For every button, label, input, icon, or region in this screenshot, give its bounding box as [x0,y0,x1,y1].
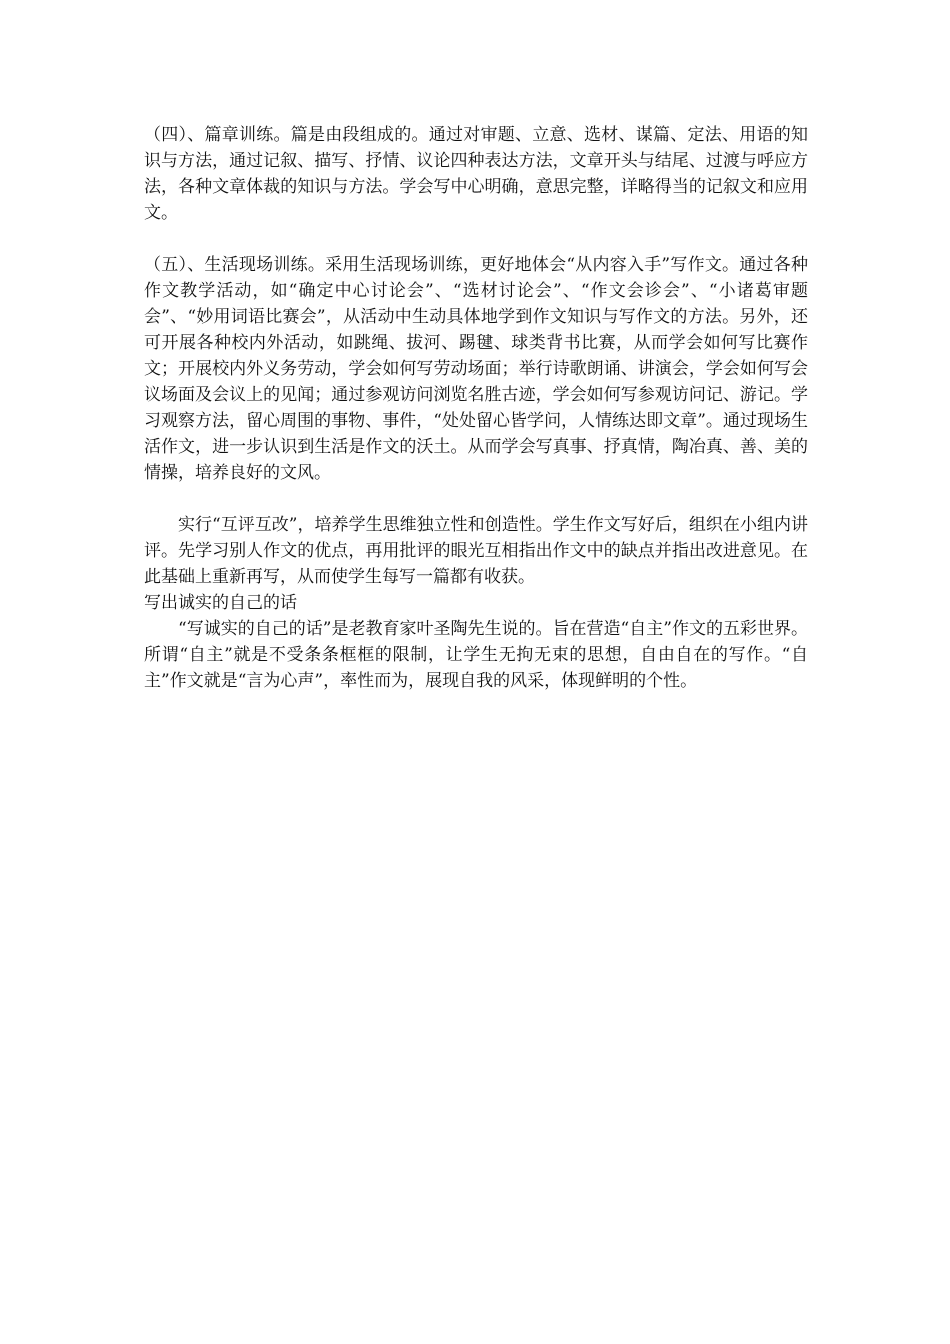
paragraph-section-four: （四）、篇章训练。篇是由段组成的。通过对审题、立意、选材、谋篇、定法、用语的知识与方法，通过记叙、描写、抒情、议论四种表达方法，文章开头与结尾、过渡与呼应方法，各种文章体裁的知识与方法。学会写中心明确，意思完整，详略得当的记叙文和应用文。 [144,125,808,223]
section-heading: 写出诚实的自己的话 [144,593,297,613]
paragraph-section-five: （五）、生活现场训练。采用生活现场训练，更好地体会“从内容入手”写作文。通过各种作文教学活动，如“确定中心讨论会”、“选材讨论会”、“作文会诊会”、“小诸葛审题会”、“妙用词语比赛会”，从活动中生动具体地学到作文知识与写作文的方法。另外，还可开展各种校内外活动，如跳绳、拔河、踢毽、球类背书比赛，从而学会如何写比赛作文；开展校内外义务劳动，学会如何写劳动场面；举行诗歌朗诵、讲演会，学会如何写会议场面及会议上的见闻；通过参观访问浏览名胜古迹，学会如何写参观访问记、游记。学习观察方法，留心周围的事物、事件，“处处留心皆学问，人情练达即文章”。通过现场生活作文，进一步认识到生活是作文的沃土。从而学会写真事、抒真情，陶冶真、善、美的情操，培养良好的文风。 [144,255,808,483]
document-page [144,122,808,694]
paragraph-peer-review: 实行“互评互改”，培养学生思维独立性和创造性。学生作文写好后，组织在小组内讲评。先学习别人作文的优点，再用批评的眼光互相指出作文中的缺点并指出改进意见。在此基础上重新再写，从而使学生每写一篇都有收获。 [144,515,808,587]
paragraph-honest-words: “写诚实的自己的话”是老教育家叶圣陶先生说的。旨在营造“自主”作文的五彩世界。所谓“自主”就是不受条条框框的限制，让学生无拘无束的思想，自由自在的写作。“自主”作文就是“言为心声”，率性而为，展现自我的风采，体现鲜明的个性。 [144,619,808,691]
